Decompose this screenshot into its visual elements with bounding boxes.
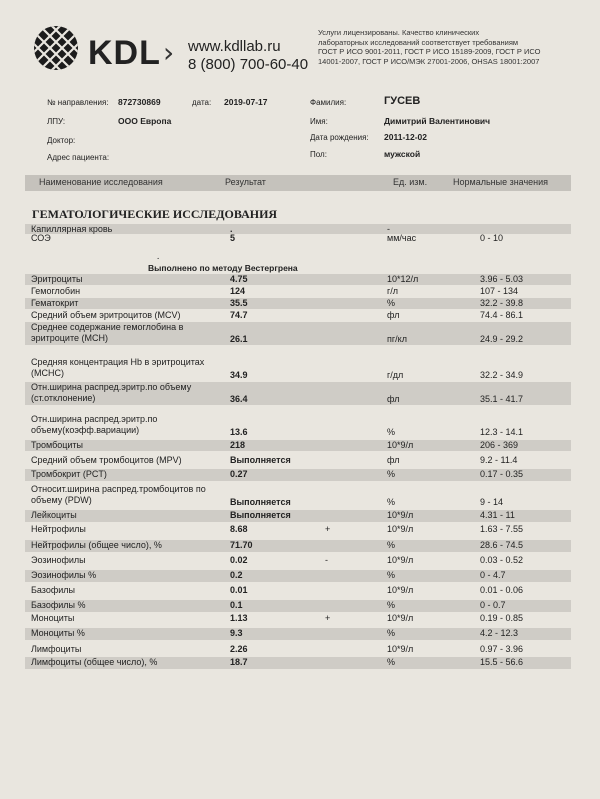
result-name: Эритроциты (31, 274, 83, 284)
table-row (25, 555, 571, 567)
result-norm: 0.03 - 0.52 (480, 555, 524, 565)
table-row (25, 274, 571, 285)
table-row (25, 469, 571, 481)
referral-label: № направления: (47, 98, 109, 107)
result-norm: 0 - 10 (480, 233, 504, 243)
result-unit: фл (387, 394, 400, 404)
result-norm: 9.2 - 11.4 (480, 455, 518, 465)
result-flag: - (325, 555, 328, 565)
result-name: Лимфоциты (общее число), % (31, 657, 158, 667)
result-norm: 4.31 - 11 (480, 510, 515, 520)
phone-number[interactable]: 8 (800) 700-60-40 (188, 56, 309, 73)
result-value: Выполняется (230, 455, 291, 465)
result-name: Базофилы % (31, 600, 86, 610)
result-norm: 0.97 - 3.96 (480, 644, 524, 654)
result-unit: г/дл (387, 370, 404, 380)
result-value: 34.9 (230, 370, 248, 380)
result-value: 36.4 (230, 394, 248, 404)
table-row (25, 628, 571, 640)
result-value: 2.26 (230, 644, 248, 654)
result-value: 218 (230, 440, 246, 450)
result-unit: - (387, 224, 390, 234)
result-value: 0.2 (230, 570, 243, 580)
result-norm: 0.19 - 0.85 (480, 613, 524, 623)
brand-name: KDL (88, 34, 161, 72)
table-row (25, 644, 571, 656)
table-row (25, 298, 571, 309)
result-unit: % (387, 570, 396, 580)
table-row (25, 484, 571, 508)
result-unit: 10*9/л (387, 440, 414, 450)
result-unit: % (387, 469, 396, 479)
result-name: Отн.ширина распред.эритр.по объему(коэфф.вариации) (31, 414, 158, 435)
result-name: Моноциты (31, 613, 75, 623)
result-norm: 35.1 - 41.7 (480, 394, 524, 404)
lpu-label: ЛПУ: (47, 117, 66, 126)
result-value: 5 (230, 233, 236, 243)
result-norm: 32.2 - 39.8 (480, 298, 524, 308)
result-name: Тромбокрит (PCT) (31, 469, 107, 479)
name-value: Димитрий Валентинович (384, 116, 491, 126)
result-value: 74.7 (230, 310, 248, 320)
col-norm-header: Нормальные значения (453, 177, 549, 187)
method-note: Выполнено по методу Вестергрена (148, 263, 298, 273)
result-norm: 0 - 4.7 (480, 570, 506, 580)
result-norm: 3.96 - 5.03 (480, 274, 524, 284)
result-norm: 0 - 0.7 (480, 600, 506, 610)
result-flag: + (325, 524, 331, 534)
result-norm: 74.4 - 86.1 (480, 310, 524, 320)
date-label: дата: (192, 98, 212, 107)
result-value: 8.68 (230, 524, 248, 534)
result-norm: 28.6 - 74.5 (480, 540, 524, 550)
result-norm: 1.63 - 7.55 (480, 524, 524, 534)
result-name: Нейтрофилы (31, 524, 86, 534)
result-unit: 10*12/л (387, 274, 419, 284)
result-unit: % (387, 600, 396, 610)
result-norm: 9 - 14 (480, 497, 504, 507)
result-value: 9.3 (230, 628, 243, 638)
col-result-header: Результат (225, 177, 266, 187)
result-name: Лимфоциты (31, 644, 82, 654)
table-row (25, 310, 571, 322)
result-norm: 32.2 - 34.9 (480, 370, 524, 380)
kdl-logo-icon (30, 22, 82, 74)
result-value: Выполняется (230, 497, 291, 507)
referral-value: 872730869 (118, 97, 161, 107)
surname-label: Фамилия: (310, 98, 347, 107)
result-flag: + (325, 613, 331, 623)
result-value: Выполняется (230, 510, 291, 520)
result-unit: 10*9/л (387, 644, 414, 654)
result-unit: 10*9/л (387, 585, 414, 595)
result-name: Капиллярная кровь (31, 224, 113, 234)
table-row (25, 382, 571, 405)
result-name: Отн.ширина распред.эритр.по объему (ст.отклонение) (31, 382, 192, 403)
result-unit: % (387, 427, 396, 437)
doctor-label: Доктор: (47, 136, 76, 145)
result-value: 124 (230, 286, 246, 296)
result-name: СОЭ (31, 233, 51, 243)
result-unit: 10*9/л (387, 510, 414, 520)
result-name: Гематокрит (31, 298, 79, 308)
result-unit: % (387, 540, 396, 550)
result-unit: 10*9/л (387, 555, 414, 565)
result-unit: фл (387, 455, 400, 465)
result-name: Среднее содержание гемоглобина в эритроците (MCH) (31, 322, 184, 343)
sex-label: Пол: (310, 150, 327, 159)
table-row (25, 414, 571, 438)
surname-value: ГУСЕВ (384, 95, 421, 107)
result-name: Средний объем эритроцитов (MCV) (31, 310, 181, 320)
chevron-right-icon: › (163, 36, 175, 69)
table-row (25, 657, 571, 669)
result-name: Базофилы (31, 585, 75, 595)
result-value: 18.7 (230, 657, 248, 667)
table-row (25, 524, 571, 536)
result-norm: 0.01 - 0.06 (480, 585, 524, 595)
result-norm: 24.9 - 29.2 (480, 334, 524, 344)
table-row (25, 440, 571, 451)
result-value: 0.02 (230, 555, 248, 565)
result-unit: г/л (387, 286, 399, 296)
table-row (25, 540, 571, 552)
result-unit: % (387, 298, 396, 308)
result-unit: фл (387, 310, 400, 320)
date-value: 2019-07-17 (224, 97, 268, 107)
table-row (25, 322, 571, 345)
result-name: Средняя концентрация Hb в эритроцитах (MCHC) (31, 357, 205, 378)
result-norm: 206 - 369 (480, 440, 519, 450)
result-value: 0.27 (230, 469, 248, 479)
dob-value: 2011-12-02 (384, 132, 428, 142)
table-row (25, 286, 571, 297)
table-row (25, 613, 571, 626)
dob-label: Дата рождения: (310, 133, 369, 142)
result-norm: 4.2 - 12.3 (480, 628, 519, 638)
result-name: Лейкоциты (31, 510, 77, 520)
result-norm: 12.3 - 14.1 (480, 427, 524, 437)
result-name: Тромбоциты (31, 440, 84, 450)
result-name: Гемоглобин (31, 286, 81, 296)
table-row (25, 585, 571, 597)
result-value: 13.6 (230, 427, 248, 437)
result-unit: пг/кл (387, 334, 407, 344)
sex-value: мужской (384, 149, 421, 159)
result-unit: мм/час (387, 233, 417, 243)
result-norm: 15.5 - 56.6 (480, 657, 524, 667)
table-row (25, 357, 571, 381)
table-row (25, 455, 571, 467)
address-label: Адрес пациента: (47, 153, 110, 162)
results-table-header (25, 175, 571, 191)
result-value: 4.75 (230, 274, 248, 284)
col-unit-header: Ед. изм. (393, 177, 428, 187)
bullet-mark: . (157, 251, 160, 261)
lpu-value: ООО Европа (118, 116, 172, 126)
license-text: Услуги лицензированы. Качество клинических лабораторных исследований соответствует требованиям ГОСТ Р ИСО 9001-2011, ГОСТ Р ИСО 15189-2009, ГОСТ Р ИСО 14001-2007, ГОСТ Р ИСО/МЭК 27001-2006, OHSAS 18001:2007 (318, 28, 541, 66)
result-unit: % (387, 657, 396, 667)
result-value: 0.01 (230, 585, 248, 595)
website-link[interactable]: www.kdllab.ru (188, 38, 281, 55)
table-row (25, 510, 571, 522)
result-value: . (230, 224, 233, 234)
result-value: 26.1 (230, 334, 248, 344)
result-value: 71.70 (230, 540, 253, 550)
result-name: Эозинофилы % (31, 570, 97, 580)
result-name: Моноциты % (31, 628, 85, 638)
result-unit: 10*9/л (387, 524, 414, 534)
name-label: Имя: (310, 117, 328, 126)
result-norm: 107 - 134 (480, 286, 519, 296)
result-norm: 0.17 - 0.35 (480, 469, 524, 479)
result-name: Нейтрофилы (общее число), % (31, 540, 162, 550)
result-unit: 10*9/л (387, 613, 414, 623)
result-unit: % (387, 628, 396, 638)
col-name-header: Наименование исследования (39, 177, 163, 187)
section-title: ГЕМАТОЛОГИЧЕСКИЕ ИССЛЕДОВАНИЯ (32, 207, 278, 221)
result-value: 1.13 (230, 613, 248, 623)
result-unit: % (387, 497, 396, 507)
result-value: 35.5 (230, 298, 248, 308)
table-row (25, 600, 571, 612)
result-name: Эозинофилы (31, 555, 86, 565)
table-row (25, 233, 571, 244)
result-value: 0.1 (230, 600, 243, 610)
result-name: Относит.ширина распред.тромбоцитов по объему (PDW) (31, 484, 206, 505)
table-row (25, 570, 571, 582)
result-name: Средний объем тромбоцитов (MPV) (31, 455, 182, 465)
